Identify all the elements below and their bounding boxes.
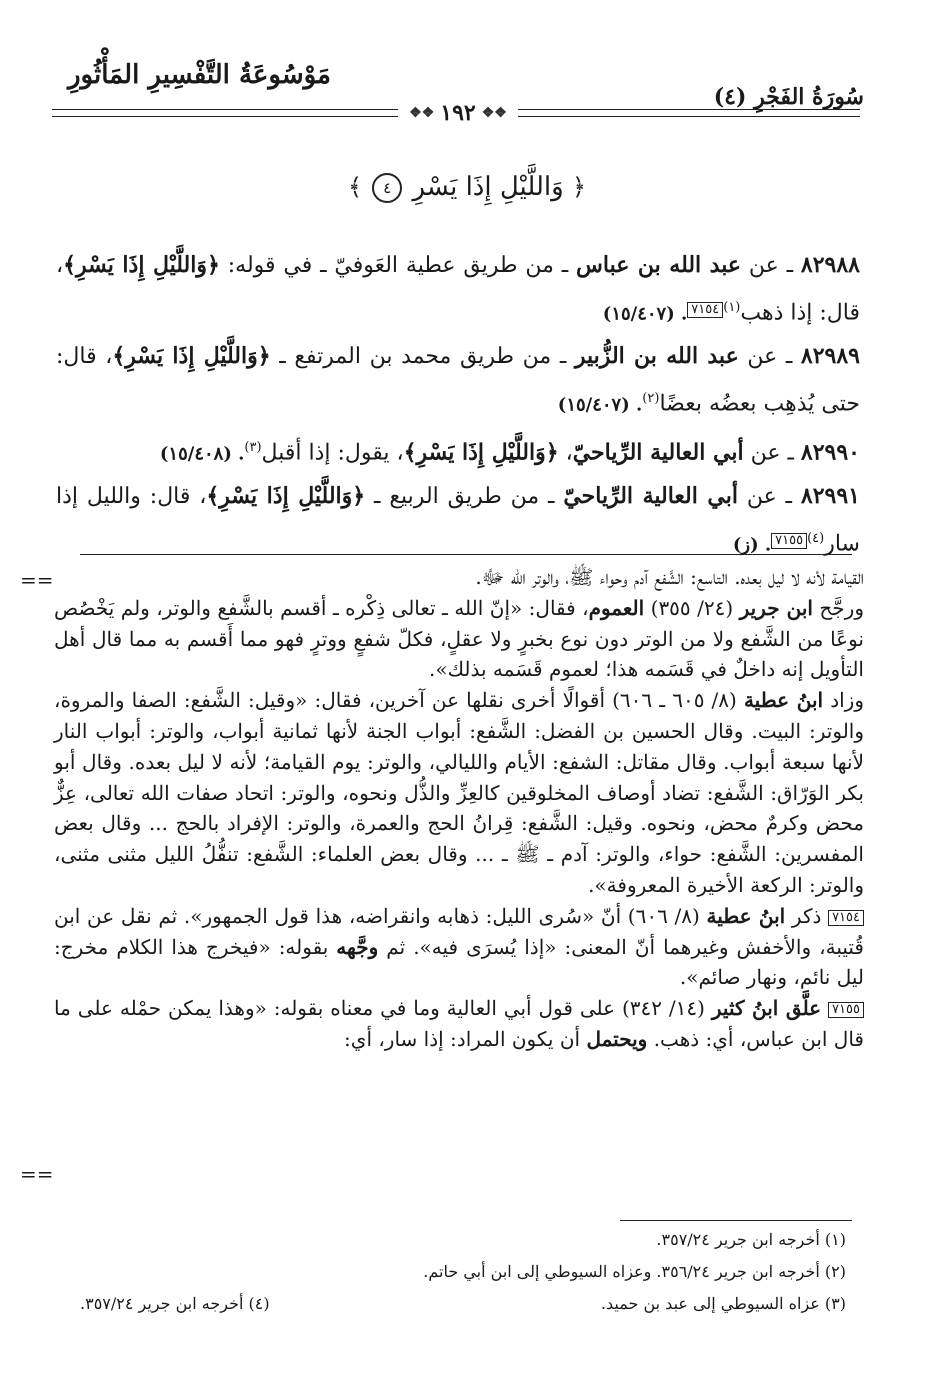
entry-text: ، [558,439,573,465]
page-number-block [398,98,518,128]
commentary-keyword: وجَّهه [336,934,379,959]
ornament-icon: ❖❖ [481,105,507,121]
commentary-keyword: ويحتمل [586,1026,648,1051]
commentary-text: ، فقال: «إنّ الله ـ تعالى ذِكْره ـ أقسم بالشَّفع والوتر، ولم يَخْصُص نوعًا من الشَّفع ولا من الوتر دون نوع بخبرٍ ولا عقلٍ، فكلّ شفعٍ ووترٍ فهو مما أَقسم به مما قال أهل التأويل إنه داخلٌ في قَسَمه هذا؛ لعموم قَسَمه بذلك». [54,595,864,682]
commentary-box-label: ٧١٥٤ [828,910,864,926]
footnote: (٢) أخرجه ابن جرير ٣٥٦/٢٤. وعزاه السيوطي إلى ابن أبي حاتم. [423,1262,846,1281]
quran-quote: ﴿وَاللَّيْلِ إِذَا يَسْرِ﴾ [403,438,559,465]
narration-entry [56,244,860,335]
footnote-marker[interactable]: (٢) [642,391,660,407]
narration-entry [56,475,860,566]
commentary-text: (١٤/ ٣٤٢) على قول أبي العالية وما في معناه بقوله: «وهذا يمكن حمْله على ما قال ابن عباس، أي: ذهب. [54,996,864,1051]
narrator-name: عبد الله بن عباس [576,252,741,278]
entry-number: ٨٢٩٨٨ [800,252,860,278]
commentary-text: وزاد [823,688,864,713]
commentary-paragraph: القيامة لأنه لا ليل بعده. التاسع: الشَّفع آدم وحواء ﷺ، والوتر الله ﷻ. [475,565,864,589]
footnote-separator [620,1220,852,1221]
continuation-marker: == [20,1162,54,1186]
volume-page-ref: . (١٥/٤٠٨) [159,442,245,464]
commentary-separator [80,554,852,555]
footnote: (٣) عزاه السيوطي إلى عبد بن حميد. [600,1294,846,1313]
entry-text: ـ عن [737,483,801,509]
entry-number: ٨٢٩٩١ [800,482,860,509]
narration-entry [56,335,860,426]
ayah-number-circle: ٤ [372,173,402,203]
commentary-box-ref[interactable]: ٧١٥٥ [771,533,807,549]
verse-heading [0,172,934,203]
commentary-text: ذكر [785,903,829,928]
commentary-box-ref[interactable]: ٧١٥٤ [687,302,723,318]
volume-page-ref: . (ز) [732,534,772,556]
commentary-paragraph [54,685,864,901]
scholar-name: ابن جرير [739,595,813,620]
scholar-name: علَّق ابنُ كثير [711,996,822,1021]
commentary-paragraph [54,901,864,993]
footnote: (١) أخرجه ابن جرير ٣٥٧/٢٤. [656,1230,846,1249]
verse-text: وَاللَّيْلِ إِذَا يَسْرِ [412,172,564,202]
surah-name: سُورَةُ الفَجْرِ [754,84,864,110]
entry-text: ، قال: والليل إذا سار [56,483,860,557]
verse-bracket-open: ﴿ [571,173,587,201]
verse-bracket-close: ﴾ [347,173,362,201]
commentary-text: (٨/ ٦٠٥ ـ ٦٠٦) أقوالًا أخرى نقلها عن آخرين، فقال: «وقيل: الشَّفع: الصفا والمروة، والوتر: البيت. وقال الحسين بن الفضل: الشَّفع: أبواب الجنة لأنها ثمانية أبواب، والوتر: أبواب النار لأنها سبعة أبواب. وقال مقاتل: الشفع: الأيام والليالي، والوتر: يوم القيامة؛ لأنه لا ليل بعده. وقال أبو بكر الوَرّاق: الشَّفع: تضاد أوصاف المخلوقين كالعِزِّ والذُّل ونحوه، والوتر: اتحاد صفات الله تعالى، عِزٌّ محض وكرمٌ محض، ونحوه. وقيل: الشَّفع: قِرانُ الحج والعمرة، والوتر: الإفراد بالحج ... وقال بعض المفسرين: الشَّفع: حواء، والوتر: آدم ـ ﷺ ـ ... وقال بعض العلماء: الشَّفع: تنفُّلُ الليل مثنى مثنى، والوتر: الركعة الأخيرة المعروفة». [54,688,864,897]
entry-number: ٨٢٩٨٩ [800,343,860,370]
page-number: ١٩٢ [440,100,476,126]
entry-text: ، قال: حتى يُذهِب بعضُه بعضًا [56,344,860,417]
entry-text: ، يقول: إذا أقبل [261,439,404,465]
commentary [54,562,864,1055]
quran-quote: ﴿وَاللَّيْلِ إِذَا يَسْرِ﴾ [206,482,366,509]
narrator-name: أبي العالية الرِّياحيّ [572,438,744,465]
entry-text: ـ عن [741,253,801,278]
quran-quote: ﴿وَاللَّيْلِ إِذَا يَسْرِ﴾ [112,343,271,370]
entry-text: ، قال: إذا ذهب [56,253,860,326]
entry-text: ـ عن [738,344,801,370]
commentary-text: ورجَّح [812,595,864,620]
narrator-name: أبي العالية الرِّياحيّ [563,482,738,509]
entry-text: ـ من طريق الربيع ـ [365,483,564,509]
quran-quote: ﴿وَاللَّيْلِ إِذَا يَسْرِ﴾ [63,252,220,278]
volume-page-ref: . (١٥/٤٠٧) [557,394,643,416]
book-title: مَوْسُوعَةُ التَّفْسِيرِ المَأْثُورِ [68,60,331,90]
continuation-marker: == [20,568,54,592]
entry-text: ـ من طريق عطية العَوفيّ ـ في قوله: [219,253,577,278]
commentary-text: بقوله: «فيخرج هذا الكلام مخرج: ليل نائم، ونهار صائم». [54,934,864,990]
footnote: (٤) أخرجه ابن جرير ٣٥٧/٢٤. [80,1294,270,1313]
running-header-surah [714,84,864,110]
scholar-name: ابنُ عطية [743,688,824,713]
commentary-paragraph [54,993,864,1055]
footnote-marker[interactable]: (٤) [807,530,825,546]
commentary-keyword: العموم [588,595,645,620]
scholar-name: ابنُ عطية [706,903,786,928]
entry-text: ـ من طريق محمد بن المرتفع ـ [270,344,575,370]
volume-page-ref: . (١٥/٤٠٧) [602,303,688,325]
commentary-text: (٨/ ٦٠٦) أنّ «سُرى الليل: ذهابه وانقراضه، هذا قول الجمهور». ثم نقل عن ابن قُتيبة، والأخفش وغيرهما أنّ المعنى: «إذا يُسرَى فيه». ثم [54,903,864,959]
footnote-row [60,1289,846,1319]
commentary-text [821,996,828,1020]
header-ayah-ref: (٤) [713,84,747,110]
narrator-name: عبد الله بن الزُّبير [574,343,739,370]
commentary-paragraph [54,593,864,685]
footnote-marker[interactable]: (١) [723,300,741,315]
narration-entry [56,427,860,475]
commentary-text: (٢٤/ ٣٥٥) [644,595,740,620]
commentary-text: أن يكون المراد: إذا سار، أي: [344,1026,587,1051]
commentary-box-label: ٧١٥٥ [828,1002,864,1018]
footnote-marker[interactable]: (٣) [244,439,262,455]
entry-text: ـ عن [743,439,801,465]
entry-number: ٨٢٩٩٠ [800,438,860,465]
narrations [56,244,860,566]
ornament-icon: ❖❖ [409,105,435,121]
